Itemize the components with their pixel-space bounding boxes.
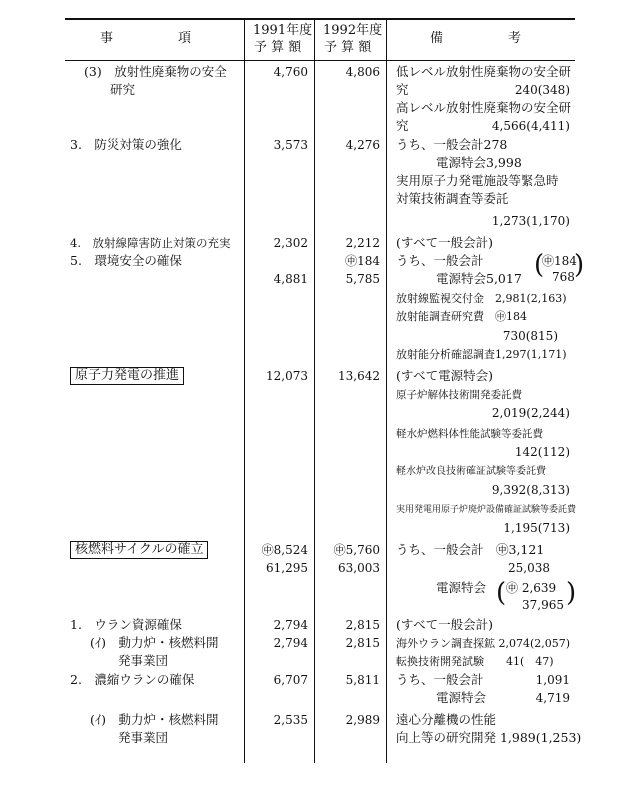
row3-1992: 2,212: [345, 236, 380, 250]
row7-1991: 2,794: [273, 618, 308, 632]
row10-item: (ｲ) 動力炉・核燃料開: [90, 712, 219, 727]
row6-paren-open: (: [496, 578, 507, 608]
row2-1991: 3,573: [273, 138, 308, 152]
row6-1991-b: 61,295: [266, 561, 308, 575]
section-nuclear-fuel-cycle: 核燃料サイクルの確立: [70, 541, 208, 559]
row4-1992: 5,785: [345, 272, 380, 286]
row4-item: 5. 環境安全の確保: [70, 253, 182, 268]
row2-note-a: うち、一般会計278: [396, 137, 508, 152]
col-divider-3: [386, 18, 387, 763]
row1-note-c: 高レベル放射性廃棄物の安全研: [396, 100, 572, 115]
row4-note-b: 電源特会5,017: [436, 271, 522, 286]
row6-1992-b: 63,003: [338, 561, 380, 575]
row6-paren-close: ): [566, 578, 577, 608]
row4-note-f: 放射能分析確認調査1,297(1,171): [396, 348, 567, 361]
header-1991-budget: 予 算 額: [254, 40, 302, 55]
row6-1991-a: ㊥8,524: [261, 543, 308, 557]
row3-item: 4. 放射線障害防止対策の充実: [70, 236, 231, 250]
row9-note-b-val: 4,719: [535, 691, 570, 705]
row1-note-b-val: 240(348): [514, 83, 570, 97]
row1-note-b-pre: 究: [396, 82, 409, 97]
row4-note-e: 730(815): [502, 329, 558, 343]
row5-note-e: 142(112): [514, 445, 570, 459]
row5-note-h: 実用発電用原子炉廃炉設備確証試験等委託費: [396, 505, 577, 515]
row4-note-a: うち、一般会計: [396, 253, 484, 268]
row5-note-c: 2,019(2,244): [491, 406, 570, 420]
row1-item-cont: 研究: [110, 82, 136, 97]
row4-note-b-val: 768: [552, 270, 575, 284]
row5-note: (すべて電源特会): [396, 368, 494, 383]
row4-1992-mark: ㊥184: [345, 254, 380, 268]
header-1992-budget: 予 算 額: [324, 40, 372, 55]
row5-note-d: 軽水炉燃料体性能試験等委託費: [396, 428, 543, 440]
row1-1992: 4,806: [345, 65, 380, 79]
row1-note-d-val: 4,566(4,411): [491, 119, 570, 133]
row1-note-d-pre: 究: [396, 118, 409, 133]
row4-note-a-mark: ㊥184: [542, 254, 577, 268]
row10-note-a: 遠心分離機の性能: [396, 712, 497, 727]
row2-note-b: 電源特会3,998: [436, 155, 522, 170]
row9-note-a: うち、一般会計: [396, 672, 484, 687]
row3-note: (すべて一般会計): [396, 235, 494, 250]
row8-note-b: 転換技術開発試験 41( 47): [396, 655, 554, 668]
row8-note-a: 海外ウラン調査探鉱 2,074(2,057): [396, 637, 571, 650]
row9-note-a-val: 1,091: [535, 673, 570, 687]
row6-note-a: うち、一般会計 ㊥3,121: [396, 542, 545, 557]
row9-note-b: 電源特会: [436, 690, 487, 705]
col-divider-2: [314, 18, 315, 763]
row4-1991: 4,881: [273, 272, 308, 286]
row8-1992: 2,815: [345, 636, 380, 650]
row5-note-f: 軽水炉改良技術確証試験等委託費: [396, 466, 546, 477]
row7-1992: 2,815: [345, 618, 380, 632]
row10-item-cont: 発事業団: [118, 730, 169, 745]
col-divider-1: [244, 18, 245, 763]
row9-1992: 5,811: [345, 673, 380, 687]
row5-note-g: 9,392(8,313): [491, 483, 570, 497]
header-item: 事 項: [100, 31, 192, 46]
row5-note-i: 1,195(713): [503, 521, 570, 535]
row4-note-c: 放射線監視交付金 2,981(2,163): [396, 292, 567, 305]
table-top-rule: [65, 18, 575, 20]
row2-1992: 4,276: [345, 138, 380, 152]
row7-item: 1. ウラン資源確保: [70, 617, 182, 632]
row2-note-c: 実用原子力発電施設等緊急時: [396, 173, 559, 188]
row4-note-d: 放射能調査研究費 ㊥184: [396, 310, 527, 323]
row9-item: 2. 濃縮ウランの確保: [70, 672, 195, 687]
header-1992-year: 1992年度: [323, 23, 383, 38]
section-nuclear-power-promotion: 原子力発電の推進: [70, 367, 184, 385]
row1-note-a: 低レベル放射性廃棄物の安全研: [396, 64, 572, 79]
row4-paren-close: ): [574, 250, 585, 280]
row5-note-b: 原子炉解体技術開発委託費: [396, 389, 522, 401]
row4-paren-open: (: [534, 250, 545, 280]
row1-item: (3) 放射性廃棄物の安全: [84, 64, 227, 79]
row2-item: 3. 防災対策の強化: [70, 137, 182, 152]
row8-item: (ｲ) 動力炉・核燃料開: [90, 635, 219, 650]
row9-1991: 6,707: [273, 673, 308, 687]
row10-1991: 2,535: [273, 713, 308, 727]
row10-note-b: 向上等の研究開発 1,989(1,253): [396, 730, 582, 745]
row6-note-c-b: 37,965: [522, 598, 564, 612]
row7-note: (すべて一般会計): [396, 617, 494, 632]
row8-1991: 2,794: [273, 636, 308, 650]
row1-1991: 4,760: [273, 65, 308, 79]
row5-1992: 13,642: [338, 369, 380, 383]
row8-item-cont: 発事業団: [118, 653, 169, 668]
row3-1991: 2,302: [273, 236, 308, 250]
row2-note-d: 対策技術調査等委託: [396, 191, 509, 206]
row6-note-c-a: ㊥ 2,639: [506, 581, 557, 595]
header-note: 備 考: [430, 31, 522, 46]
row10-1992: 2,989: [345, 713, 380, 727]
row2-note-e: 1,273(1,170): [491, 214, 570, 228]
row6-1992-a: ㊥5,760: [333, 543, 380, 557]
row6-note-c: 電源特会: [436, 580, 487, 595]
header-1991-year: 1991年度: [253, 23, 313, 38]
row6-note-b: 25,038: [508, 561, 550, 575]
header-bottom-rule: [65, 60, 575, 61]
row5-1991: 12,073: [266, 369, 308, 383]
